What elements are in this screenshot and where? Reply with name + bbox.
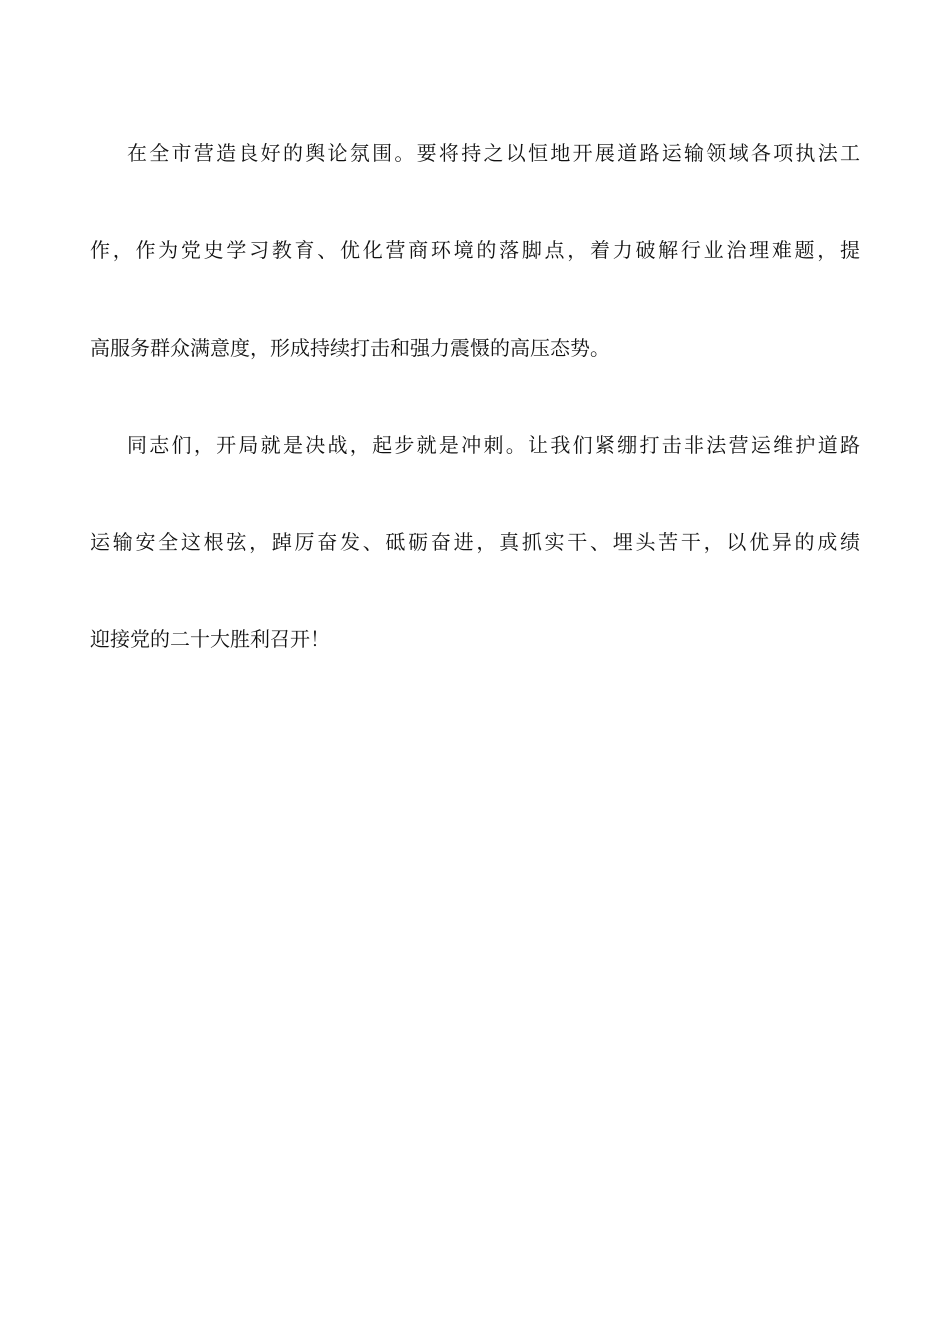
paragraph-2-line-1: 同志们，开局就是决战，起步就是冲刺。让我们紧绷打击非法营运维护道路 xyxy=(127,433,860,457)
paragraph-1-line-3: 高服务群众满意度，形成持续打击和强力震慑的高压态势。 xyxy=(90,336,610,360)
paragraph-1-line-1: 在全市营造良好的舆论氛围。要将持之以恒地开展道路运输领域各项执法工 xyxy=(127,141,860,165)
paragraph-2-line-3: 迎接党的二十大胜利召开！ xyxy=(90,627,330,651)
paragraph-2-line-2: 运输安全这根弦，踔厉奋发、砥砺奋进，真抓实干、埋头苦干，以优异的成绩 xyxy=(90,530,860,554)
paragraph-1-line-2: 作，作为党史学习教育、优化营商环境的落脚点，着力破解行业治理难题，提 xyxy=(90,238,860,262)
